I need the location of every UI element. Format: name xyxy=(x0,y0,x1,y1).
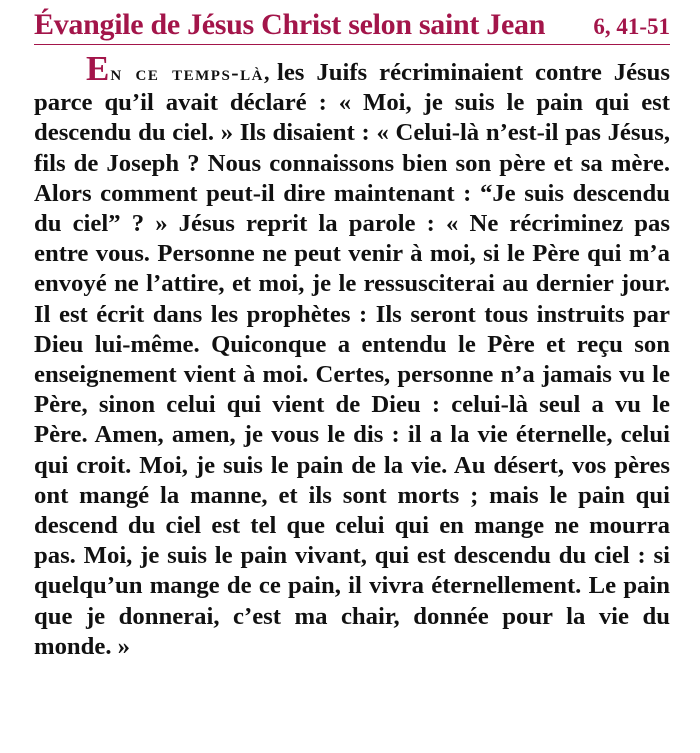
passage-text: les Juifs récriminaient contre Jésus parce qu’il avait déclaré : « Moi, je suis le pain qui est descendu du ciel. » Ils disaient : « Celui-là n’est-il pas Jésus, fils de Joseph ? Nous connaissons bien son père et sa mère. Alors comment peut-il dire maintenant : “Je suis descendu du ciel” ? » Jésus reprit la parole : « Ne récriminez pas entre vous. Personne ne peut venir à moi, si le Père qui m’a envoyé ne l’attire, et moi, je le ressusciterai au dernier jour. Il est écrit dans les prophètes : Ils seront tous instruits par Dieu lui-même. Quiconque a entendu le Père et reçu son enseignement vient à moi. Certes, personne n’a jamais vu le Père, sinon celui qui vient de Dieu : celui-là seul a vu le Père. Amen, amen, je vous le dis : il a la vie éternelle, celui qui croit. Moi, je suis le pain de la vie. Au désert, vos pères ont mangé la manne, et ils sont morts ; mais le pain qui descend du ciel est tel que celui qui en mange ne mourra pas. Moi, je suis le pain vivant, qui est descendu du ciel : si quelqu’un mange de ce pain, il vivra éternellement. Le pain que je donnerai, c’est ma chair, donnée pour la vie du monde. » xyxy=(34,59,670,660)
drop-cap: E xyxy=(86,49,111,88)
opening-small-caps: n ce temps-là, xyxy=(110,60,271,85)
reading-header xyxy=(34,8,670,45)
scripture-reference: 6, 41-51 xyxy=(593,14,670,39)
page-title: Évangile de Jésus Christ selon saint Jean xyxy=(34,8,546,41)
gospel-passage xyxy=(34,49,670,662)
